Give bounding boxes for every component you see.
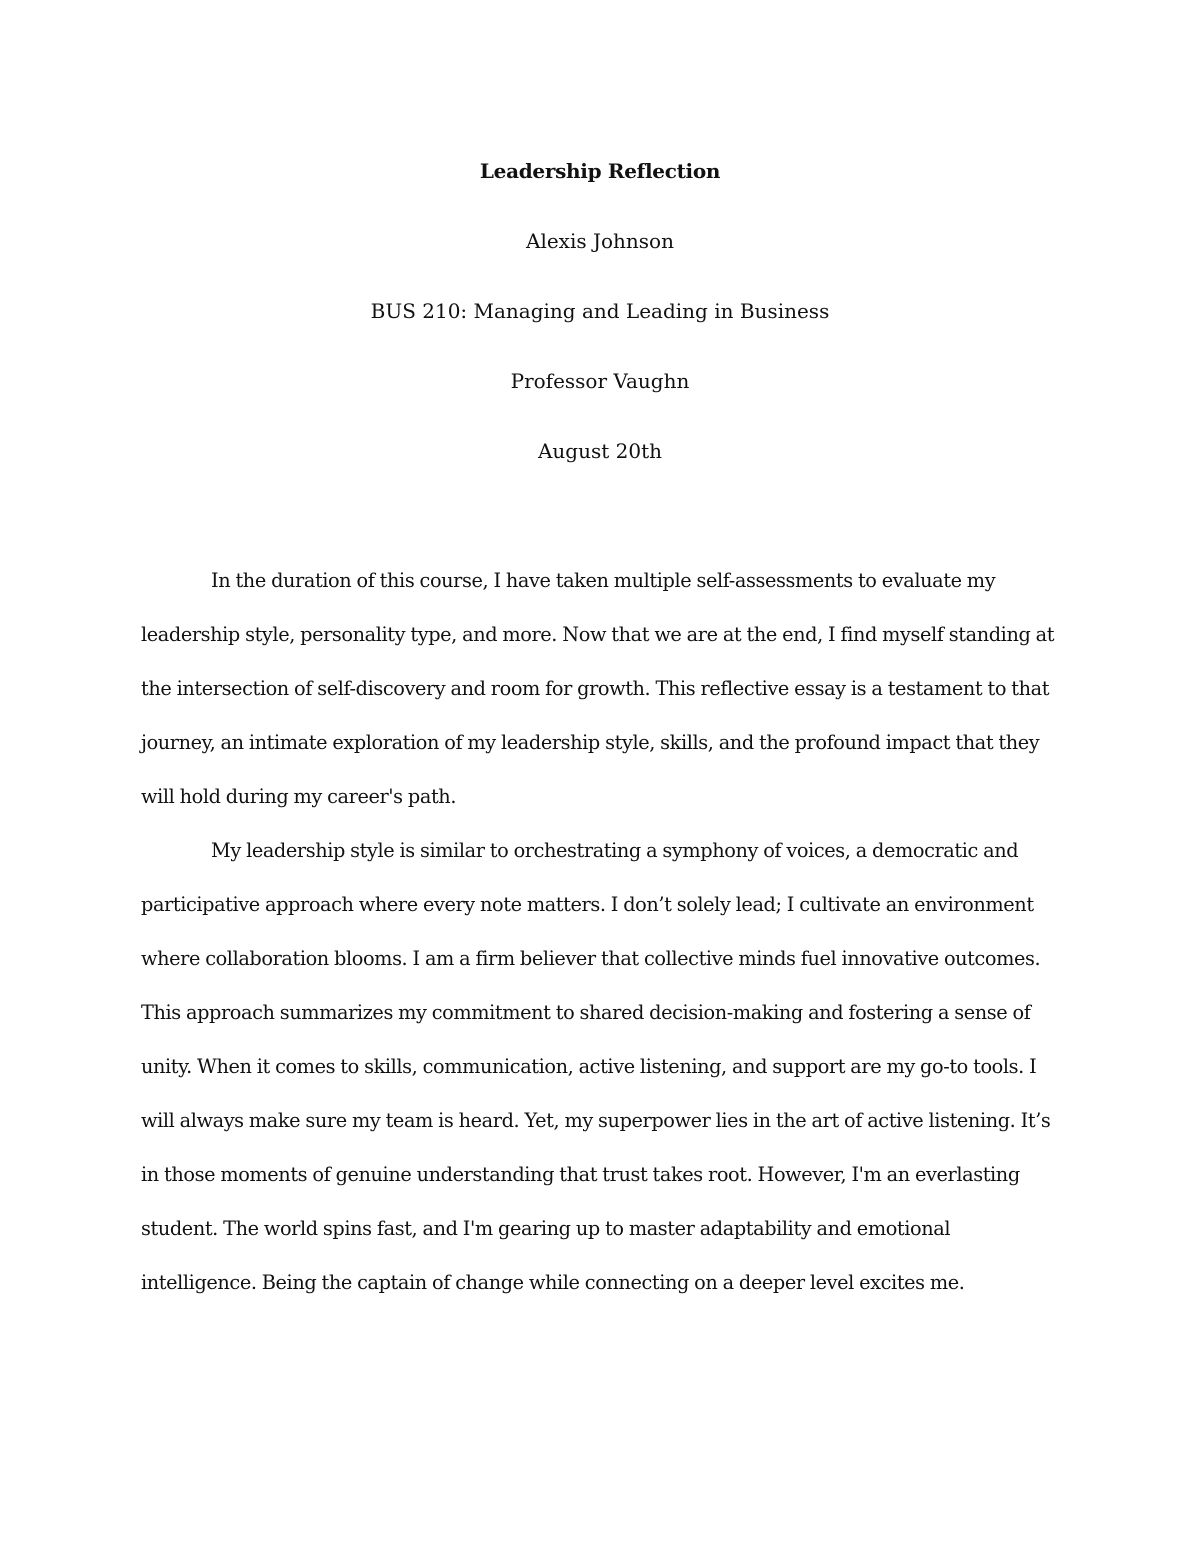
document-date: August 20th xyxy=(537,439,663,463)
essay-body xyxy=(141,554,1066,1310)
professor-name: Professor Vaughn xyxy=(510,369,690,393)
paragraph-2: My leadership style is similar to orchestrating a symphony of voices, a democratic and participative approach where every note matters. I don’t solely lead; I cultivate an environment where collaboration blooms. I am a firm believer that collective minds fuel innovative outcomes. This approach summarizes my commitment to shared decision-making and fostering a sense of unity. When it comes to skills, communication, active listening, and support are my go-to tools. I will always make sure my team is heard. Yet, my superpower lies in the art of active listening. It’s in those moments of genuine understanding that trust takes root. However, I'm an everlasting student. The world spins fast, and I'm gearing up to master adaptability and emotional intelligence. Being the captain of change while connecting on a deeper level excites me. xyxy=(141,839,1051,1294)
author-name: Alexis Johnson xyxy=(526,229,674,253)
course-name: BUS 210: Managing and Leading in Business xyxy=(370,299,830,323)
document-title: Leadership Reflection xyxy=(479,159,721,183)
paragraph-1: In the duration of this course, I have taken multiple self-assessments to evaluate my leadership style, personality type, and more. Now that we are at the end, I find myself standing at the intersection of self-discovery and room for growth. This reflective essay is a testament to that journey, an intimate exploration of my leadership style, skills, and the profound impact that they will hold during my career's path. xyxy=(141,569,1055,808)
title-block xyxy=(0,136,1200,486)
